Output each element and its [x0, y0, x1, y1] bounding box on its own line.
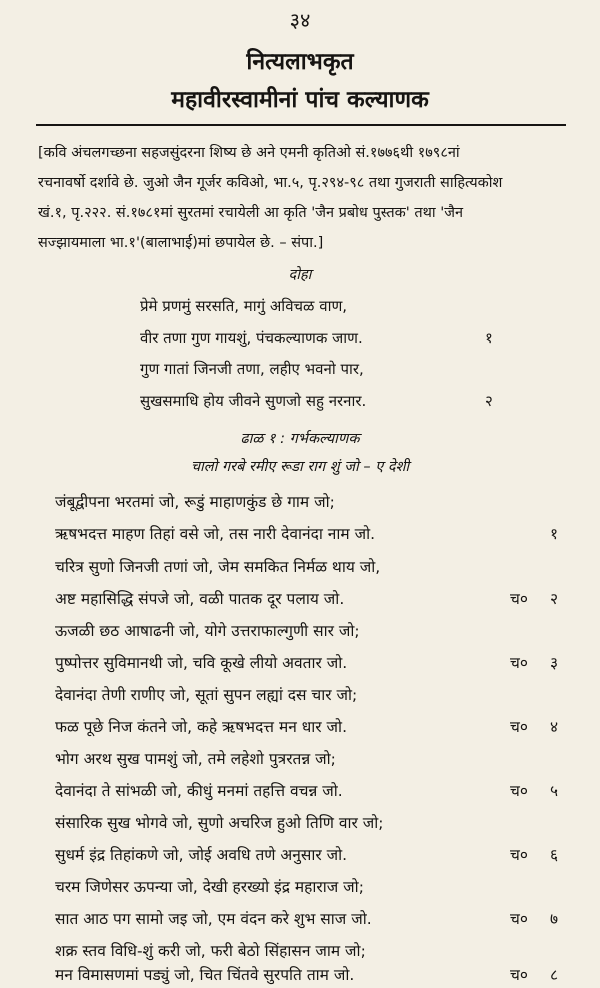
editor-intro-note — [38, 138, 568, 258]
verse-number: २ — [550, 590, 559, 608]
doha-label: दोहा — [288, 267, 312, 283]
title-divider — [36, 124, 566, 126]
chorus-marker: च० — [510, 966, 528, 984]
dhal-heading: ढाळ १ : गर्भकल्याणक — [240, 431, 360, 447]
doha-text: वीर तणा गुण गायशुं, पंचकल्याणक जाण. — [140, 329, 363, 347]
verse-number: ६ — [550, 846, 559, 864]
dhal-tune: चालो गरबे रमीए रूडा राग शुं जो – ए देशी — [190, 459, 410, 475]
intro-line: [कवि अंचलगच्छना सहजसुंदरना शिष्य छे अने एमनी कृतिओ सं.१७७६थी १७९८नां — [38, 145, 460, 161]
verse-line: देवानंदा ते सांभळी जो, कीधुं मनमां तहत्ति वचन्न जो. — [55, 782, 343, 800]
doha-line — [140, 359, 364, 379]
chorus-marker: च० — [510, 910, 528, 928]
verse-line: मन विमासणमां पड्युं जो, चित चिंतवे सुरपति ताम जो. — [55, 966, 355, 984]
verse-line: भोग अरथ सुख पामशुं जो, तमे लहेशो पुत्ररतन्न जो; — [55, 750, 336, 768]
verse-line: ऊजळी छठ आषाढनी जो, योगे उत्तराफाल्गुणी सार जो; — [55, 622, 360, 640]
intro-line: खं.१, पृ.२२२. सं.१७८१मां सुरतमां रचायेली आ कृति 'जैन प्रबोध पुस्तक' तथा 'जैन — [38, 205, 464, 221]
verse-number: ३ — [550, 654, 559, 672]
verse-line: चरित्र सुणो जिनजी तणां जो, जेम समकित निर्मळ थाय जो, — [55, 558, 381, 576]
verse-line: सात आठ पग सामो जइ जो, एम वंदन करे शुभ साज जो. — [55, 910, 372, 928]
verse-line: फळ पूछे निज कंतने जो, कहे ऋषभदत्त मन धार जो. — [55, 718, 347, 736]
verse-line: शक्र स्तव विधि-शुं करी जो, फरी बेठो सिंहासन जाम जो; — [55, 942, 366, 960]
verse-line: देवानंदा तेणी राणीए जो, सूतां सुपन लह्यां दस चार जो; — [55, 686, 358, 704]
intro-line: रचनावर्षो दर्शावे छे. जुओ जैन गूर्जर कविओ, भा.५, पृ.२९४-९८ तथा गुजराती साहित्यकोश — [38, 175, 503, 191]
verse-line: संसारिक सुख भोगवे जो, सुणो अचरिज हुओ तिणि वार जो; — [55, 814, 384, 832]
page-number: ३४ — [289, 8, 311, 32]
doha-line — [140, 391, 366, 411]
verse-number: ८ — [550, 966, 559, 984]
verse-line: अष्ट महासिद्धि संपजे जो, वळी पातक दूर पलाय जो. — [55, 590, 345, 608]
doha-text: सुखसमाधि होय जीवने सुणजो सहु नरनार. — [140, 392, 367, 410]
doha-number: २ — [485, 392, 493, 410]
doha-line — [140, 328, 363, 348]
chorus-marker: च० — [510, 590, 528, 608]
intro-line: सज्झायमाला भा.१'(बालाभाई)मां छपायेल छे. – संपा.] — [38, 235, 324, 251]
doha-line — [140, 296, 347, 316]
verse-number: ५ — [550, 782, 559, 800]
doha-number: १ — [485, 329, 493, 347]
verse-line: पुष्पोत्तर सुविमानथी जो, चवि कूखे लीयो अवतार जो. — [55, 654, 348, 672]
verse-line: सुधर्म इंद्र तिहांकणे जो, जोई अवधि तणे अनुसार जो. — [55, 846, 348, 864]
verse-number: ४ — [550, 718, 559, 736]
poem-author-title: नित्यलाभकृत — [246, 49, 354, 75]
verse-number: १ — [550, 525, 559, 543]
verse-line: जंबूद्वीपना भरतमां जो, रूडुं माहाणकुंड छे गाम जो; — [55, 493, 335, 511]
doha-text: प्रेमे प्रणमुं सरसति, मागुं अविचळ वाण, — [140, 297, 348, 315]
doha-text: गुण गातां जिनजी तणा, लहीए भवनो पार, — [140, 360, 364, 378]
verse-number: ७ — [550, 910, 559, 928]
verse-line: चरम जिणेसर ऊपन्या जो, देखी हरख्यो इंद्र महाराज जो; — [55, 878, 364, 896]
chorus-marker: च० — [510, 718, 528, 736]
poem-title: महावीरस्वामीनां पांच कल्याणक — [171, 87, 429, 113]
chorus-marker: च० — [510, 782, 528, 800]
verse-line: ऋषभदत्त माहण तिहां वसे जो, तस नारी देवानंदा नाम जो. — [55, 525, 376, 543]
chorus-marker: च० — [510, 654, 528, 672]
chorus-marker: च० — [510, 846, 528, 864]
